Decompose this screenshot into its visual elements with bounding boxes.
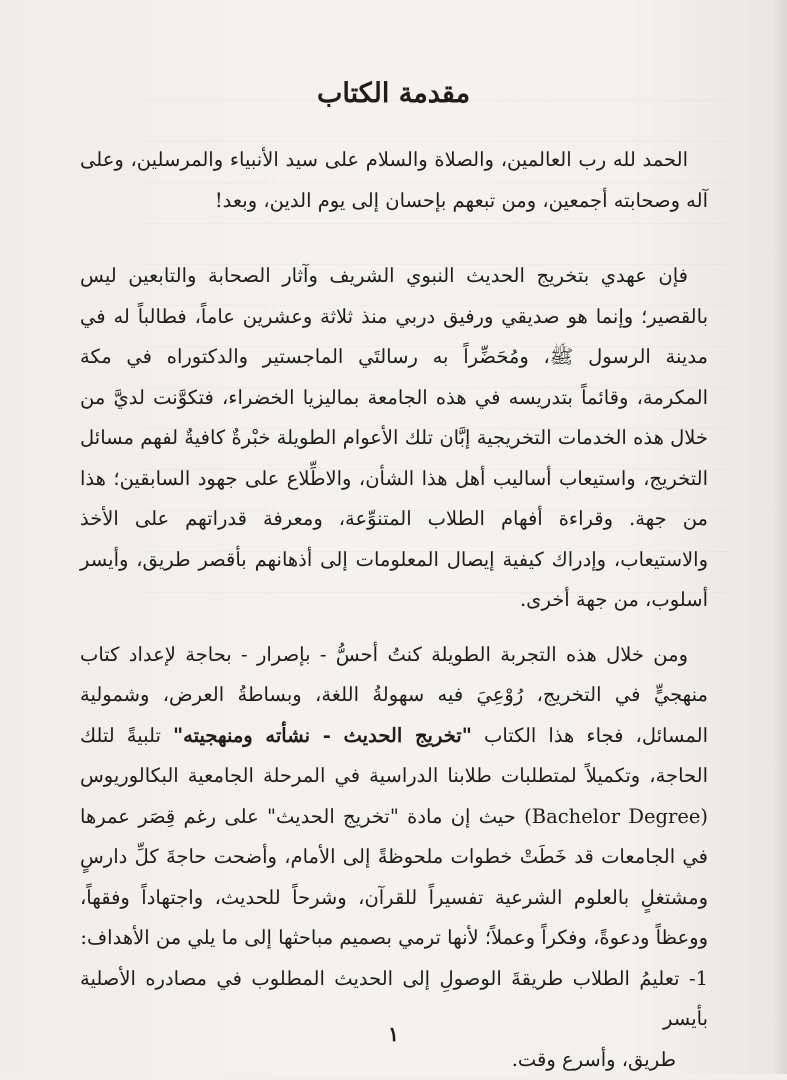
document-body <box>80 140 708 1080</box>
book-title-bold: "تخريج الحديث - نشأته ومنهجيته" <box>173 724 472 747</box>
page-number: ١ <box>0 1022 787 1046</box>
paragraph-gap <box>80 621 708 635</box>
paragraph-intro: الحمد لله رب العالمين، والصلاة والسلام على سيد الأنبياء والمرسلين، وعلى آله وصحابته أجمعين، ومن تبعهم بإحسان إلى يوم الدين، وبعد! <box>80 140 708 221</box>
paragraph-purpose-part1: ومن خلال هذه التجربة الطويلة كنتُ أحسُّ - بإصرار - بحاجة لإعداد كتاب منهجيٍّ في التخريج، رُوْعِيَ فيه سهولةُ اللغة، وبساطةُ العرض، وشمولية المسائل، فجاء هذا الكتاب <box>80 643 708 747</box>
paragraph-experience: فإن عهدي بتخريج الحديث النبوي الشريف وآثار الصحابة والتابعين ليس بالقصير؛ وإنما هو صديقي ورفيق دربي منذ ثلاثة وعشرين عاماً، فطالباً له في مدينة الرسول ﷺ، ومُحَضِّراً به رسالتَي الماجستير والدكتوراه في مكة المكرمة، وقائماً بتدريسه في هذه الجامعة بماليزيا الخضراء، فتكوَّنت لديَّ من خلال هذه الخدمات التخريجية إبَّان تلك الأعوام الطويلة خبْرةٌ كافيةٌ لفهم مسائل التخريج، واستيعاب أساليب أهل هذا الشأن، والاطِّلاع على جهود السابقين؛ هذا من جهة. وقراءة أفهام الطلاب المتنوِّعة، ومعرفة قدراتهم على الأخذ والاستيعاب، وإدراك كيفية إيصال المعلومات إلى أذهانهم بأقصر طريق، وأيسر أسلوب، من جهة أخرى. <box>80 256 708 621</box>
list-item-continuation: طريق، وأسرع وقت. <box>80 1040 708 1080</box>
paragraph-gap <box>80 221 708 256</box>
list-item-number: 1- <box>689 967 708 990</box>
list-item-text: تعليمُ الطلاب طريقةَ الوصولِ إلى الحديث المطلوب في مصادره الأصلية بأيسر <box>80 967 708 1031</box>
paragraph-purpose-part2: تلبيةً لتلك الحاجة، وتكميلاً لمتطلبات طلابنا الدراسية في المرحلة الجامعية البكالوريوس (Bachelor Degree) حيث إن مادة "تخريج الحديث" على رغم قِصَر عمرها في الجامعات قد خَطَتْ خطوات ملحوظةً إلى الأمام، وأضحت حاجةَ كلِّ دارسٍ ومشتغلٍ بالعلوم الشرعية تفسيراً للقرآن، وشرحاً للحديث، واجتهاداً وفقهاً، ووعظاً ودعوةً، وفكراً وعملاً؛ لأنها ترمي بصميم مباحثها إلى ما يلي من الأهداف: <box>80 724 708 950</box>
binding-shadow <box>773 0 787 1074</box>
page-title: مقدمة الكتاب <box>0 78 787 109</box>
paragraph-purpose <box>80 635 708 959</box>
list-item <box>80 959 708 1080</box>
